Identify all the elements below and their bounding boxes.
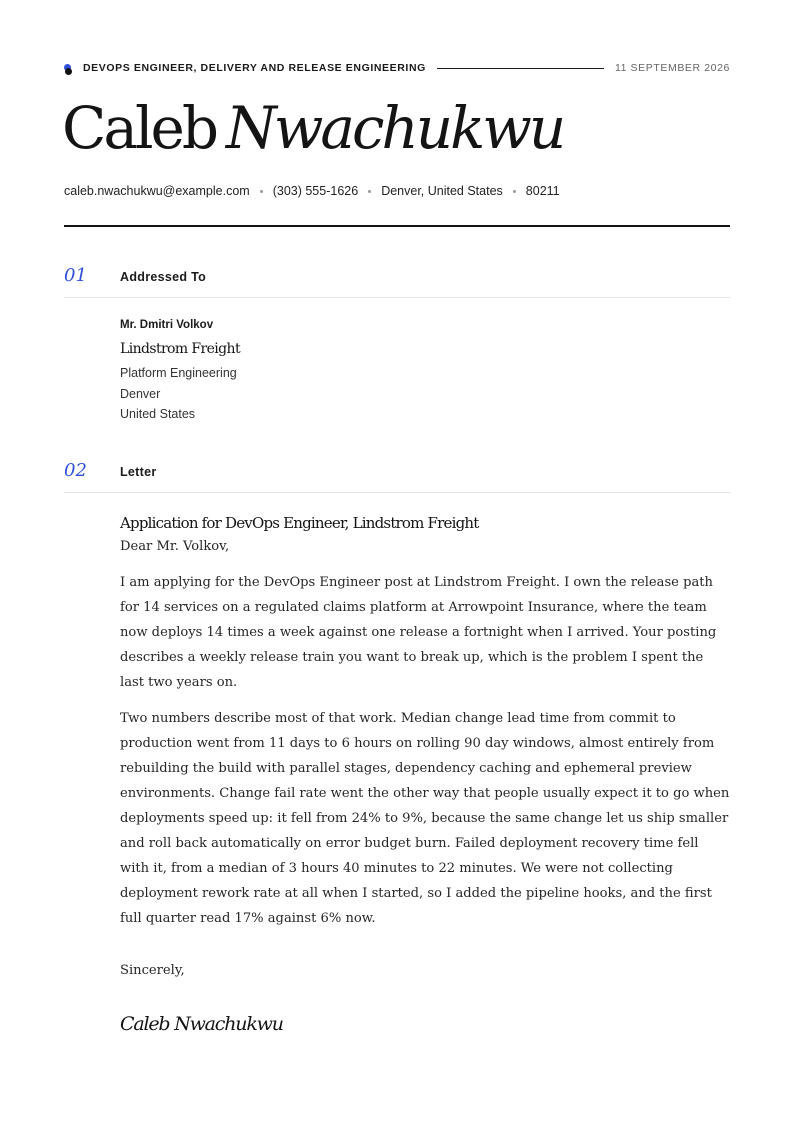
header-rule xyxy=(64,225,730,227)
brand-dots-icon xyxy=(64,61,74,75)
section-number: 01 xyxy=(64,265,87,286)
recipient-block xyxy=(120,318,730,425)
letter-paragraph: I am applying for the DevOps Engineer post at Lindstrom Freight. I own the release path for 14 services on a regulated claims platform at Arrowpoint Insurance, where the team now deploys 14 times a week against one release a fortnight when I arrived. Your posting describes a weekly release train you want to break up, which is the problem I spent the last two years on. xyxy=(120,575,717,690)
contact-location: Denver, United States xyxy=(381,184,503,198)
letter-date: 11 SEPTEMBER 2026 xyxy=(614,62,730,74)
recipient-department: Platform Engineering xyxy=(120,366,237,380)
section-label: Letter xyxy=(120,465,157,479)
recipient-country: United States xyxy=(120,407,196,421)
contact-phone[interactable]: (303) 555-1626 xyxy=(272,184,359,198)
recipient-name: Mr. Dmitri Volkov xyxy=(120,319,214,331)
recipient-city: Denver xyxy=(120,386,161,401)
letter-subject: Application for DevOps Engineer, Lindstrom Freight xyxy=(120,514,479,532)
letter-paragraph: Two numbers describe most of that work. Median change lead time from commit to production went from 11 days to 6 hours on rolling 90 day windows, almost entirely from rebuilding the build with parallel stages, dependency caching and ephemeral preview environments. Change fail rate went the other way that people usually expect it to go when deployments speed up: it fell from 24% to 9%, because the same change let us ship smaller and roll back automatically on error budget burn. Failed deployment recovery time fell with it, from a median of 3 hours 40 minutes to 22 minutes. We were not collecting deployment rework rate at all when I started, so I added the pipeline hooks, and the first full quarter read 17% against 6% now. xyxy=(120,711,730,926)
job-role: DEVOPS ENGINEER, DELIVERY AND RELEASE ENGINEERING xyxy=(83,62,426,74)
last-name: Nwachukwu xyxy=(225,94,564,162)
header-topline xyxy=(64,61,730,75)
salutation: Dear Mr. Volkov, xyxy=(120,539,230,554)
contact-postcode: 80211 xyxy=(525,184,560,198)
applicant-name xyxy=(62,88,563,168)
contact-info xyxy=(64,184,560,198)
closing: Sincerely, xyxy=(120,963,185,978)
section-letter-header xyxy=(64,462,730,493)
letter-body xyxy=(120,512,730,1035)
contact-email[interactable]: caleb.nwachukwu@example.com xyxy=(64,184,250,198)
separator-dot xyxy=(260,190,263,193)
recipient-company: Lindstrom Freight xyxy=(120,341,240,357)
header-divider xyxy=(437,68,604,69)
separator-dot xyxy=(513,190,516,193)
signature: Caleb Nwachukwu xyxy=(120,1013,283,1035)
section-label: Addressed To xyxy=(120,270,207,284)
section-addressed-header xyxy=(64,267,730,298)
section-number: 02 xyxy=(64,460,87,481)
first-name: Caleb xyxy=(62,94,216,162)
separator-dot xyxy=(368,190,371,193)
